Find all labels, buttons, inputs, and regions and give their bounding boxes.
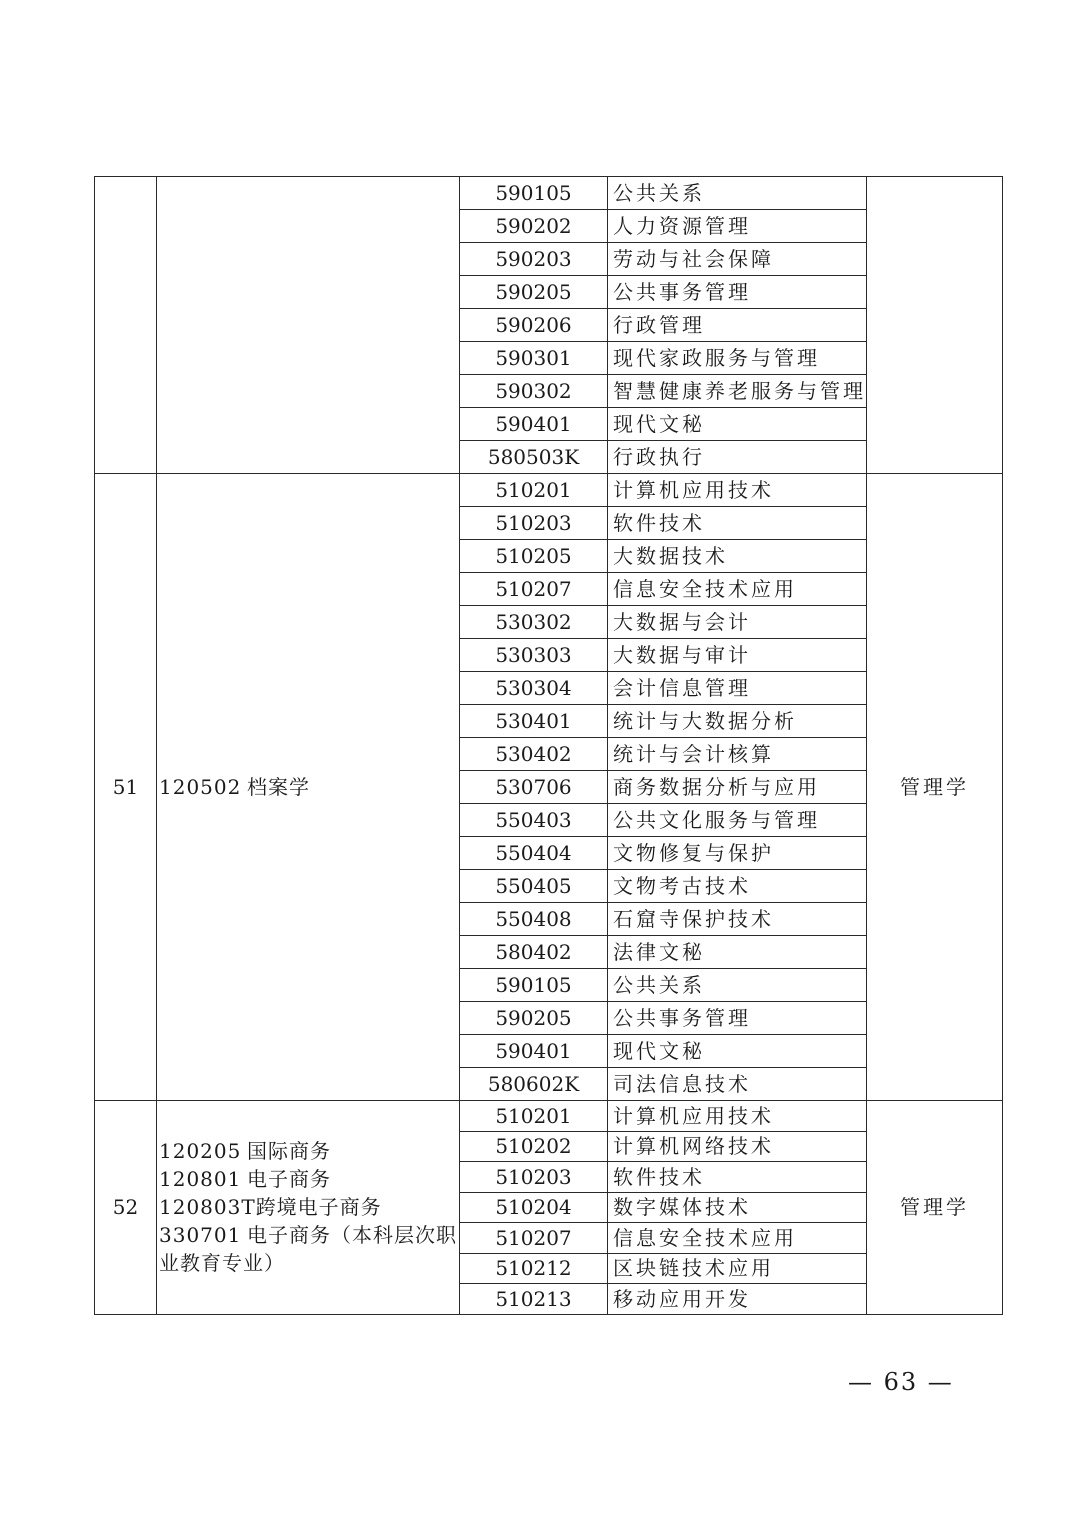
vocational-major-code: 510213 [460,1284,608,1315]
undergrad-major-code: 120803T [159,1195,256,1220]
vocational-major-name: 劳动与社会保障 [608,243,867,276]
vocational-major-code: 580602K [460,1068,608,1101]
vocational-major-name: 公共关系 [608,969,867,1002]
vocational-major-name: 软件技术 [608,1162,867,1193]
vocational-major-name: 信息安全技术应用 [608,573,867,606]
vocational-major-code: 590302 [460,375,608,408]
vocational-major-code: 530303 [460,639,608,672]
discipline-category: 管理学 [867,1101,1003,1315]
undergrad-major [159,1193,459,1221]
vocational-major-name: 现代文秘 [608,1035,867,1068]
vocational-major-code: 530706 [460,771,608,804]
undergrad-major [159,1221,459,1277]
vocational-major-name: 大数据与会计 [608,606,867,639]
vocational-major-code: 510202 [460,1131,608,1162]
vocational-major-name: 计算机应用技术 [608,474,867,507]
undergrad-major-code: 120801 [159,1167,242,1192]
vocational-major-code: 510205 [460,540,608,573]
undergrad-major [159,773,459,801]
vocational-major-code: 550408 [460,903,608,936]
vocational-major-code: 590205 [460,276,608,309]
undergrad-major [159,1165,459,1193]
vocational-major-code: 510201 [460,474,608,507]
vocational-major-name: 公共事务管理 [608,276,867,309]
undergrad-majors [157,177,460,474]
sequence-number: 51 [95,474,157,1101]
vocational-major-name: 大数据与审计 [608,639,867,672]
vocational-major-code: 550405 [460,870,608,903]
vocational-major-name: 大数据技术 [608,540,867,573]
vocational-major-code: 590401 [460,408,608,441]
undergrad-major-code: 120205 [159,1139,242,1164]
vocational-major-name: 商务数据分析与应用 [608,771,867,804]
vocational-major-code: 510204 [460,1192,608,1223]
vocational-major-name: 信息安全技术应用 [608,1223,867,1254]
vocational-major-name: 会计信息管理 [608,672,867,705]
vocational-major-name: 现代家政服务与管理 [608,342,867,375]
vocational-major-code: 590105 [460,969,608,1002]
undergrad-major-name: 电子商务（本科层次职业教育专业） [159,1223,457,1276]
undergrad-major-name: 电子商务 [247,1167,331,1192]
vocational-major-code: 530304 [460,672,608,705]
vocational-major-code: 590203 [460,243,608,276]
undergrad-majors [157,1101,460,1315]
vocational-major-name: 计算机网络技术 [608,1131,867,1162]
undergrad-major-name: 档案学 [247,775,310,799]
vocational-major-name: 计算机应用技术 [608,1101,867,1132]
major-mapping-table [94,176,1003,1315]
vocational-major-name: 数字媒体技术 [608,1192,867,1223]
vocational-major-code: 590202 [460,210,608,243]
undergrad-major-code: 330701 [159,1223,242,1248]
vocational-major-name: 公共关系 [608,177,867,210]
vocational-major-code: 550404 [460,837,608,870]
vocational-major-name: 现代文秘 [608,408,867,441]
vocational-major-code: 550403 [460,804,608,837]
vocational-major-name: 软件技术 [608,507,867,540]
vocational-major-name: 智慧健康养老服务与管理 [608,375,867,408]
vocational-major-name: 行政执行 [608,441,867,474]
vocational-major-name: 石窟寺保护技术 [608,903,867,936]
vocational-major-code: 510207 [460,1223,608,1254]
vocational-major-name: 公共文化服务与管理 [608,804,867,837]
undergrad-major [159,1137,459,1165]
vocational-major-name: 公共事务管理 [608,1002,867,1035]
sequence-number: 52 [95,1101,157,1315]
table-row [95,1101,1003,1132]
vocational-major-name: 法律文秘 [608,936,867,969]
vocational-major-code: 510212 [460,1253,608,1284]
vocational-major-code: 530302 [460,606,608,639]
vocational-major-code: 530402 [460,738,608,771]
vocational-major-code: 510203 [460,507,608,540]
discipline-category [867,177,1003,474]
undergrad-major-name: 跨境电子商务 [255,1195,382,1220]
vocational-major-name: 行政管理 [608,309,867,342]
vocational-major-name: 区块链技术应用 [608,1253,867,1284]
vocational-major-code: 580402 [460,936,608,969]
vocational-major-name: 移动应用开发 [608,1284,867,1315]
undergrad-majors [157,474,460,1101]
vocational-major-code: 530401 [460,705,608,738]
vocational-major-code: 590105 [460,177,608,210]
vocational-major-code: 510201 [460,1101,608,1132]
vocational-major-code: 510207 [460,573,608,606]
vocational-major-code: 590205 [460,1002,608,1035]
table-row [95,177,1003,210]
undergrad-major-name: 国际商务 [247,1139,331,1164]
vocational-major-name: 统计与会计核算 [608,738,867,771]
vocational-major-code: 590206 [460,309,608,342]
vocational-major-name: 人力资源管理 [608,210,867,243]
vocational-major-code: 590301 [460,342,608,375]
vocational-major-name: 文物修复与保护 [608,837,867,870]
vocational-major-code: 510203 [460,1162,608,1193]
page-number: — 63 — [848,1368,954,1396]
vocational-major-code: 580503K [460,441,608,474]
vocational-major-name: 统计与大数据分析 [608,705,867,738]
discipline-category: 管理学 [867,474,1003,1101]
undergrad-major-code: 120502 [159,775,242,799]
vocational-major-name: 司法信息技术 [608,1068,867,1101]
vocational-major-name: 文物考古技术 [608,870,867,903]
table-row [95,474,1003,507]
vocational-major-code: 590401 [460,1035,608,1068]
sequence-number [95,177,157,474]
